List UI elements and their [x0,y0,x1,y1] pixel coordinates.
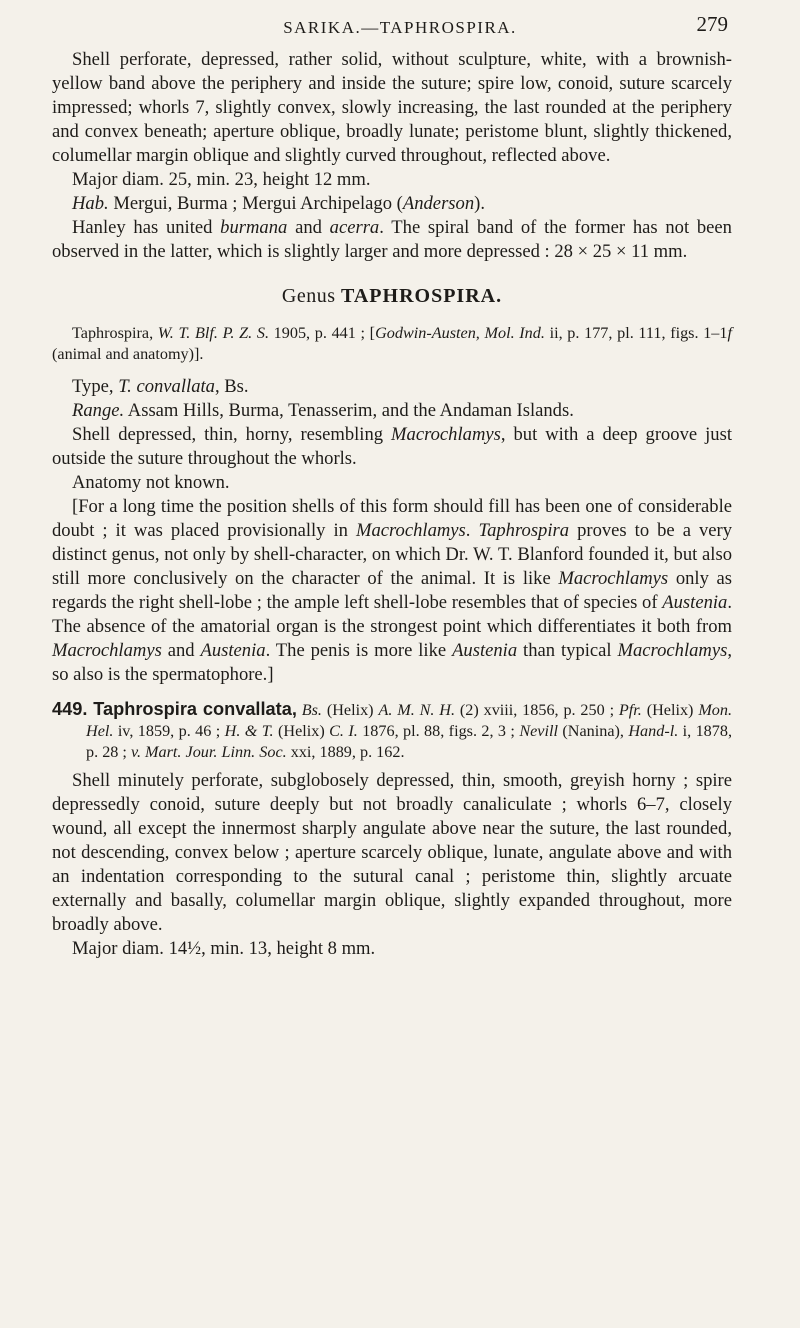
shell-description: Shell perforate, depressed, rather solid, without sculpture, white, with a brownish-yellow band above the periphery and inside the suture; spire low, conoid, suture scarcely impressed; whorls 7, slightly convex, slowly increasing, the last rounded at the periphery and convex beneath; aperture oblique, broadly lunate; peristome blunt, slightly thickened, columellar margin oblique and slightly curved throughout, reflected above. [52,49,732,166]
anatomy-note: Anatomy not known. [72,472,230,493]
genus-synonymy: Taphrospira, W. T. Blf. P. Z. S. 1905, p. 441 ; [Godwin-Austen, Mol. Ind. ii, p. 177, pl. 111, figs. 1–1f (animal and anatomy)]. [52,324,732,363]
species-entry: 449. Taphrospira convallata, Bs. (Helix) A. M. N. H. (2) xviii, 1856, p. 250 ; Pfr. (Helix) Mon. Hel. iv, 1859, p. 46 ; H. & T. (Helix) C. I. 1876, pl. 88, figs. 2, 3 ; Nevill (Nanina), Hand-l. i, 1878, p. 28 ; v. Mart. Jour. Linn. Soc. xxi, 1889, p. 162. [52,699,733,761]
hanley-note: Hanley has united burmana and acerra. The spiral band of the former has not been observed in the latter, which is slightly larger and more depressed : 28 × 25 × 11 mm. [52,217,732,262]
measurements: Major diam. 25, min. 23, height 12 mm. [72,169,371,190]
species-name: Taphrospira convallata, [87,699,297,719]
page-header [0,12,800,50]
range-label: Range. [72,400,125,421]
habitat: Hab. Mergui, Burma ; Mergui Archipelago (Anderson). [72,193,485,214]
hab-label: Hab. [72,193,109,214]
genus-type: Type, T. convallata, Bs. [72,376,249,397]
genus-heading: Genus TAPHROSPIRA. [281,285,503,307]
species-measurements: Major diam. 14½, min. 13, height 8 mm. [72,938,376,959]
page-number: 279 [696,12,728,36]
page-body [52,48,732,961]
genus-range: Range. Assam Hills, Burma, Tenasserim, and the Andaman Islands. [72,400,574,421]
species-number: 449. [52,699,88,719]
species-description: Shell minutely perforate, subglobosely depressed, thin, smooth, greyish horny ; spire depressedly conoid, suture deeply but not broadly canaliculate ; whorls 6–7, closely wound, all except the innermost sharply angulate above near the suture, the last rounded, not descending, convex below ; aperture scarcely oblique, lunate, angulate above and with an indentation corresponding to the sutural canal ; peristome thin, slightly arcuate externally and basally, columellar margin oblique, slightly expanded throughout, more broadly above. [52,770,732,935]
genus-name: TAPHROSPIRA. [341,285,503,307]
running-head: SARIKA.—TAPHROSPIRA. [283,18,517,37]
genus-diagnosis: Shell depressed, thin, horny, resembling Macrochlamys, but with a deep groove just outside the suture throughout the whorls. [52,424,732,469]
editorial-note: [For a long time the position shells of this form should fill has been one of considerable doubt ; it was placed provisionally in Macrochlamys. Taphrospira proves to be a very distinct genus, not only by shell-character, on which Dr. W. T. Blanford founded it, but also still more conclusively on the character of the animal. It is like Macrochlamys only as regards the right shell-lobe ; the ample left shell-lobe resembles that of species of Austenia. The absence of the amatorial organ is the strongest point which differentiates it both from Macrochlamys and Austenia. The penis is more like Austenia than typical Macrochlamys, so also is the spermatophore.] [52,496,733,685]
